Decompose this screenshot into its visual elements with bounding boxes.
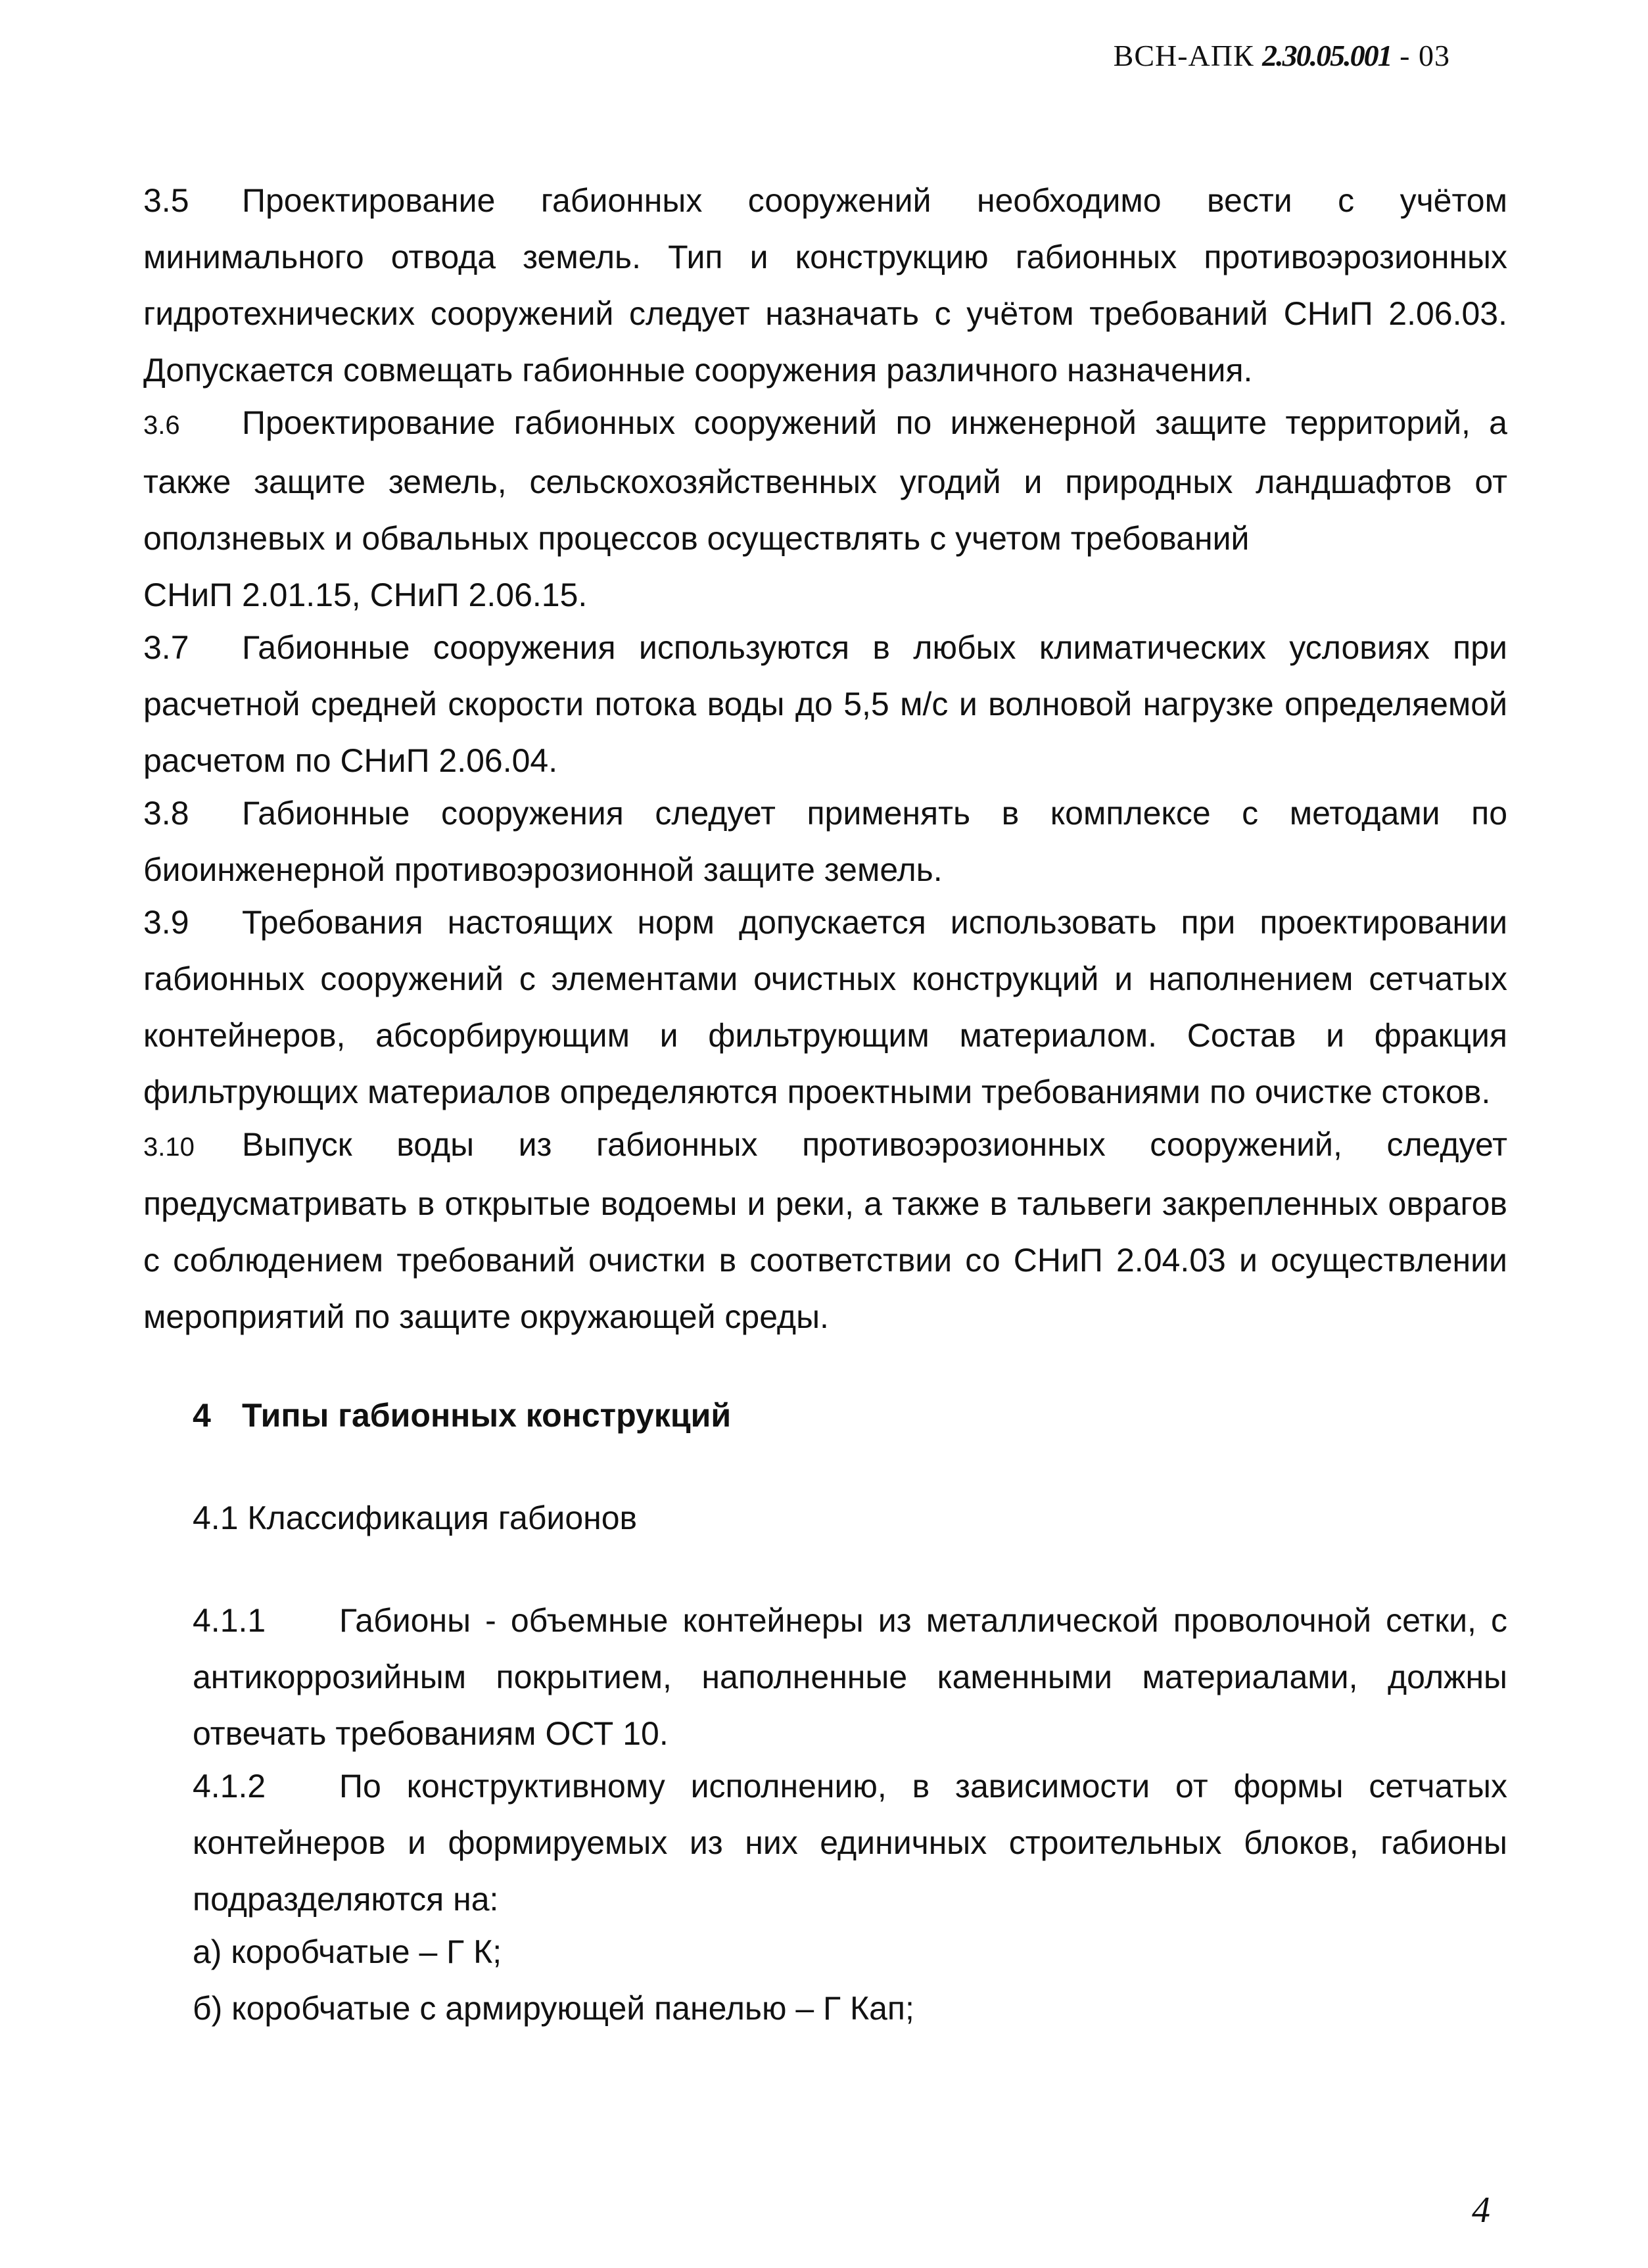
- paragraph-text: Требования настоящих норм допускается использовать при проектировании габионных сооружений с элементами очистных конструкций и наполнением сетчатых контейнеров, абсорбирующим и фильтрующим материалом. Состав и фракция фильтрующих материалов определяются проектными требованиями по очистке стоков.: [143, 904, 1507, 1110]
- page-number: 4: [1472, 2190, 1490, 2231]
- doc-code-prefix: ВСН-АПК: [1113, 39, 1263, 72]
- section-number: 4: [193, 1397, 211, 1434]
- section-heading: [193, 1387, 1507, 1444]
- paragraph-3-9: [143, 894, 1507, 1120]
- clause-4-1-2: [143, 1758, 1507, 1927]
- document-body: [143, 172, 1507, 2037]
- paragraph-continuation: СНиП 2.01.15, СНиП 2.06.15.: [143, 577, 588, 613]
- paragraph-3-8: [143, 785, 1507, 898]
- paragraph-number: 3.10: [143, 1133, 195, 1162]
- paragraph-number: 3.9: [143, 904, 189, 941]
- paragraph-3-6: [143, 394, 1507, 623]
- paragraph-number: 3.7: [143, 629, 189, 666]
- list-item: а) коробчатые – Г К;: [193, 1933, 502, 1970]
- clause-text: Габионы - объемные контейнеры из металлической проволочной сетки, с антикоррозийным покрытием, наполненные каменными материалами, должны отвечать требованиям ОСТ 10.: [193, 1602, 1507, 1752]
- section-title: Типы габионных конструкций: [242, 1397, 732, 1434]
- paragraph-text: Проектирование габионных сооружений по инженерной защите территорий, а также защите земель, сельскохозяйственных угодий и природных ландшафтов от оползневых и обвальных процессов осуществлять с учетом требований: [143, 404, 1507, 557]
- paragraph-text: Проектирование габионных сооружений необходимо вести с учётом минимального отвода земель. Тип и конструкцию габионных противоэрозионных гидротехнических сооружений следует назначать с учётом требований СНиП 2.06.03. Допускается совмещать габионные сооружения различного назначения.: [143, 182, 1507, 389]
- paragraph-text: Выпуск воды из габионных противоэрозионных сооружений, следует предусматривать в открытые водоемы и реки, а также в тальвеги закрепленных оврагов с соблюдением требований очистки в соответствии со СНиП 2.04.03 и осуществлении мероприятий по защите окружающей среды.: [143, 1126, 1507, 1335]
- clause-text: По конструктивному исполнению, в зависимости от формы сетчатых контейнеров и формируемых из них единичных строительных блоков, габионы подразделяются на:: [193, 1768, 1507, 1918]
- document-code-header: [1114, 38, 1450, 73]
- doc-code-suffix: - 03: [1391, 39, 1450, 72]
- paragraph-3-10: [143, 1116, 1507, 1345]
- paragraph-text: Габионные сооружения используются в любых климатических условиях при расчетной средней скорости потока воды до 5,5 м/с и волновой нагрузке определяемой расчетом по СНиП 2.06.04.: [143, 629, 1507, 779]
- list-item: б) коробчатые с армирующей панелью – Г Кап;: [193, 1990, 914, 2027]
- clause-number: 4.1.2: [193, 1768, 266, 1805]
- paragraph-number: 3.5: [143, 182, 189, 219]
- paragraph-number: 3.8: [143, 795, 189, 832]
- doc-code-handwritten: 2.30.05.001: [1262, 39, 1392, 72]
- paragraph-number: 3.6: [143, 411, 180, 440]
- paragraph-text: Габионные сооружения следует применять в комплексе с методами по биоинженерной противоэрозионной защите земель.: [143, 795, 1507, 888]
- clause-4-1-1: [143, 1592, 1507, 1762]
- paragraph-3-7: [143, 619, 1507, 789]
- paragraph-3-5: [143, 172, 1507, 398]
- subsection-heading: 4.1 Классификация габионов: [193, 1500, 638, 1536]
- clause-number: 4.1.1: [193, 1602, 266, 1639]
